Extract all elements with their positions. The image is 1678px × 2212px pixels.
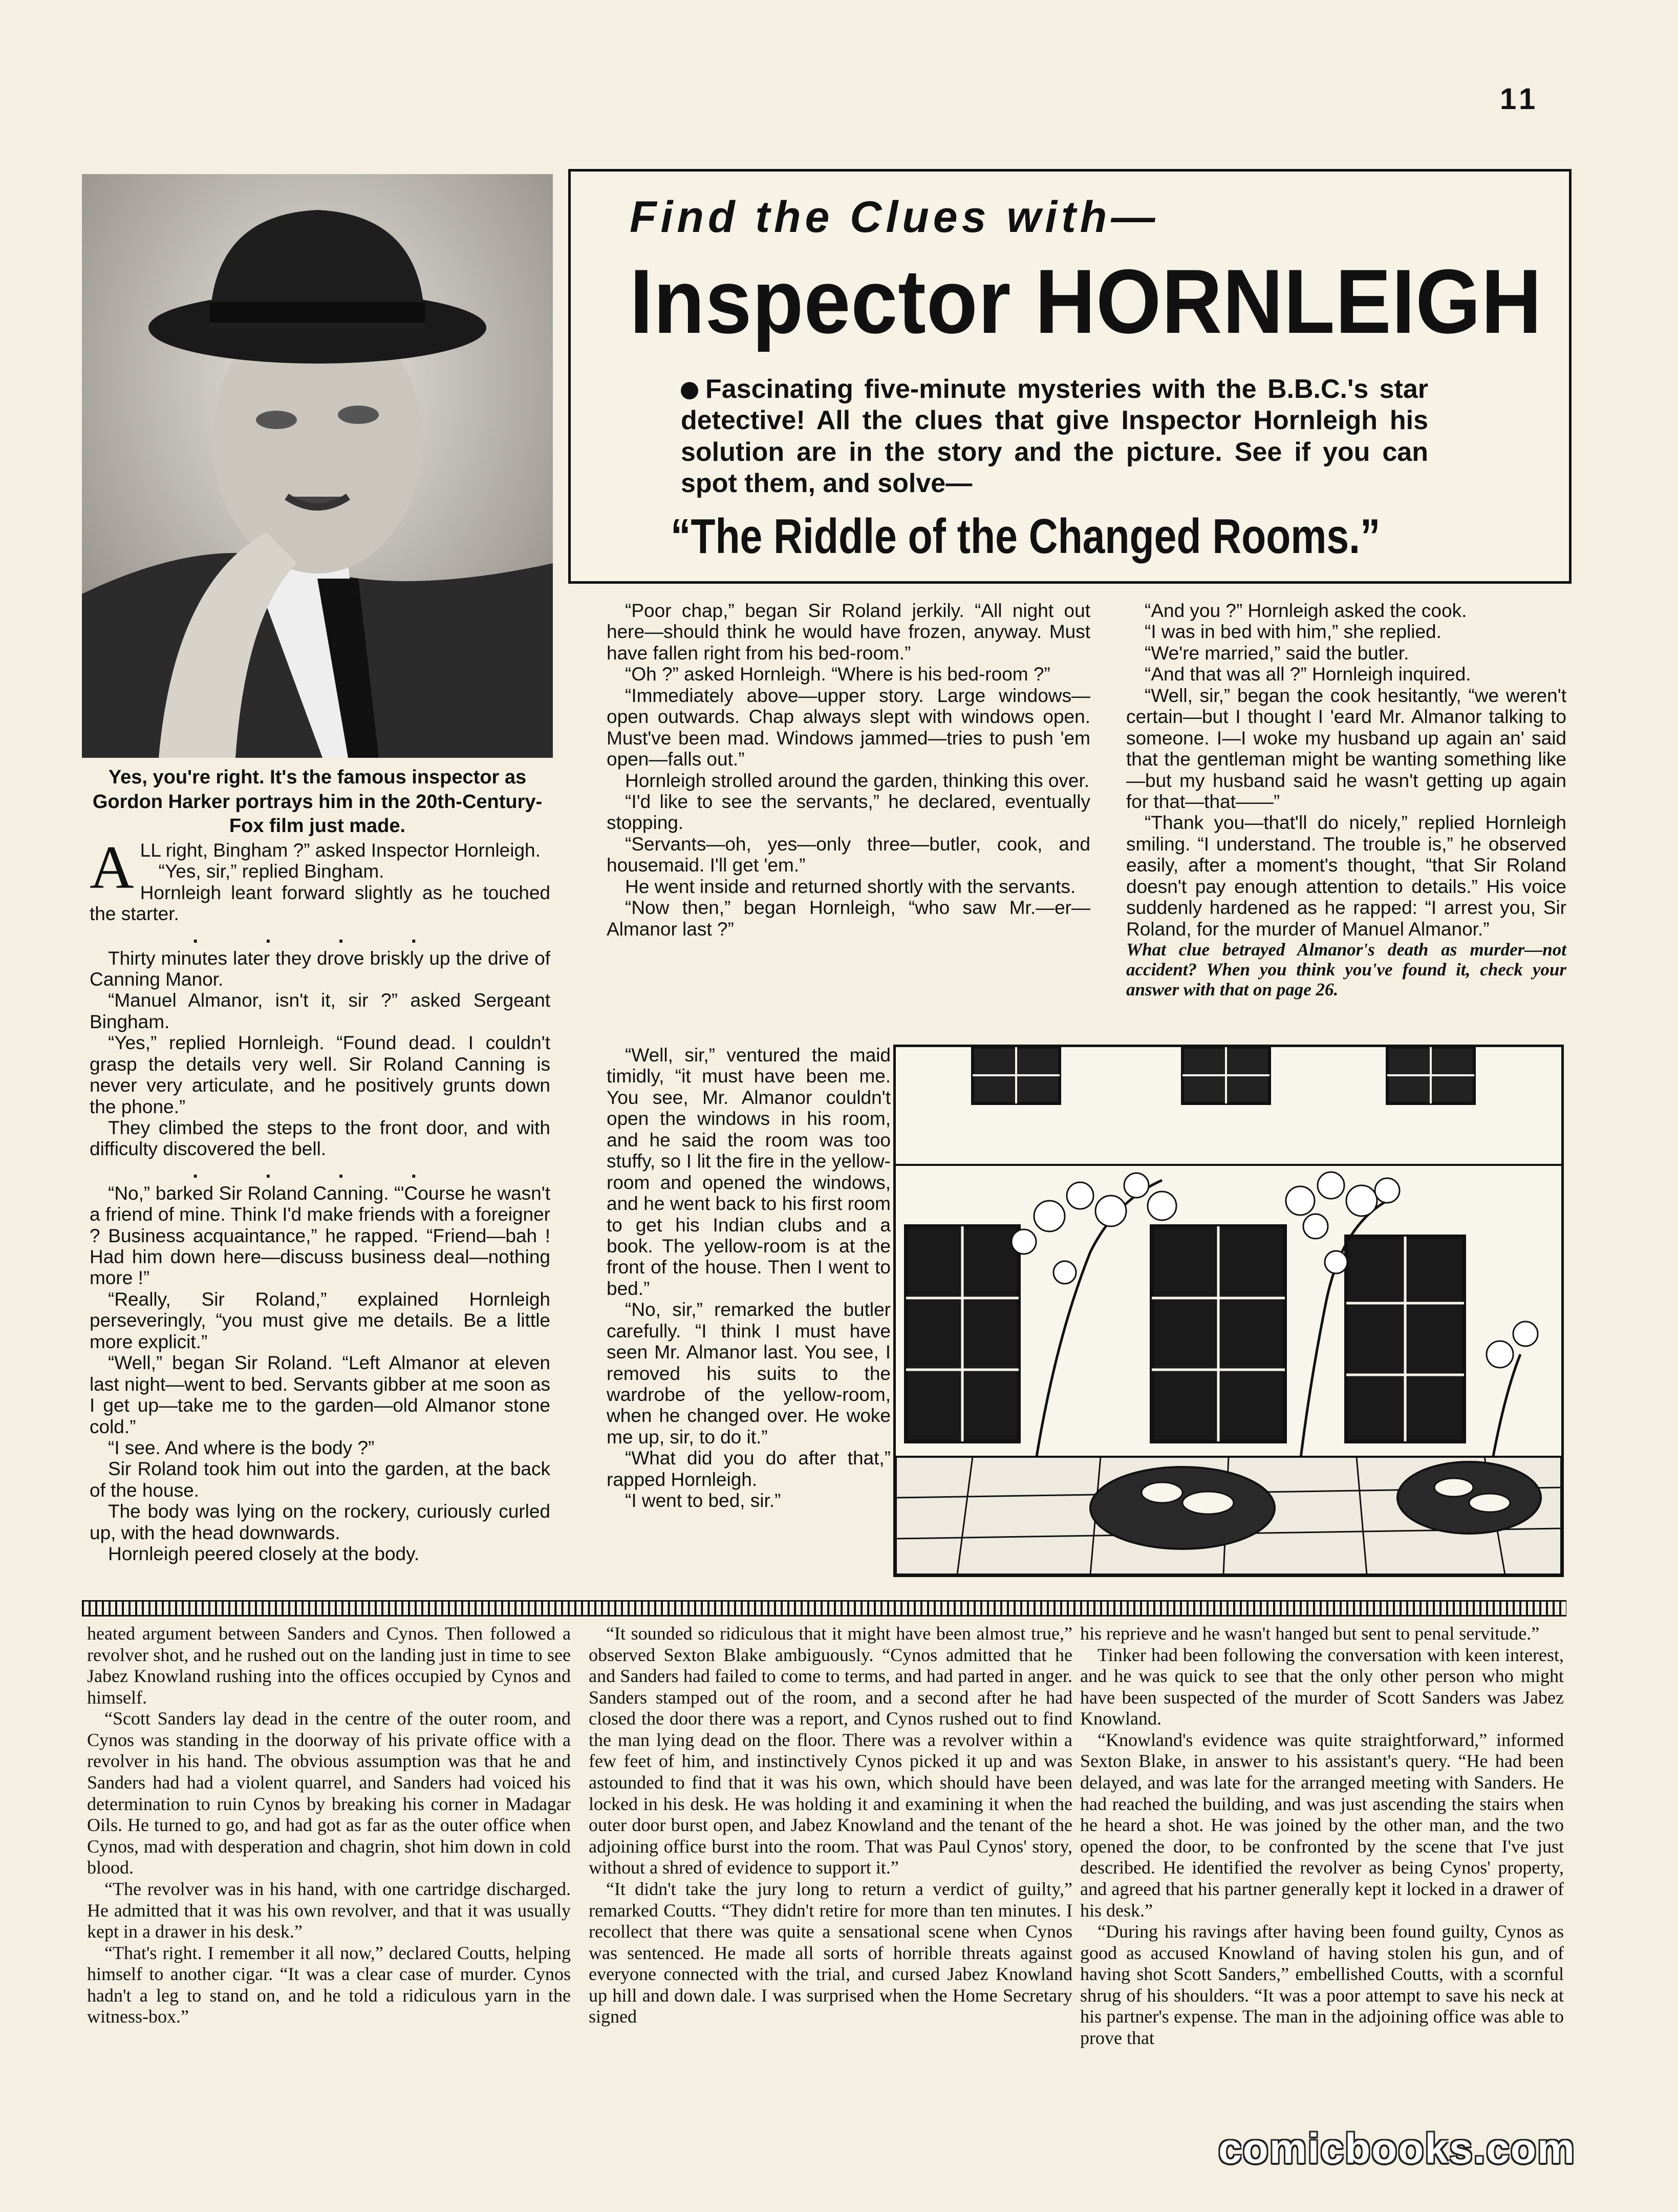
- drop-cap: A: [90, 833, 134, 901]
- story-title: “The Riddle of the Changed Rooms.”: [671, 509, 1381, 564]
- continuation-column-3: [1080, 1623, 1564, 2049]
- main-title: Inspector HORNLEIGH: [630, 250, 1542, 352]
- paragraph: “I went to bed, sir.”: [625, 1490, 781, 1512]
- site-watermark: comicbooks.com: [1218, 2125, 1576, 2172]
- page-number: 11: [1500, 82, 1540, 116]
- paragraph: “Now then,” began Hornleigh, “who saw Mr.—er—Almanor last ?”: [607, 897, 1090, 940]
- inspector-photo: [82, 174, 553, 758]
- paragraph: “Well,” began Sir Roland. “Left Almanor at eleven last night—went to bed. Servants gibber at me soon as I get up—take me to the garden—old Almanor stone cold.”: [90, 1352, 550, 1437]
- continuation-column-2: [589, 1623, 1072, 2028]
- paragraph: Thirty minutes later they drove briskly up the drive of Canning Manor.: [90, 947, 550, 990]
- kicker-title: Find the Clues with—: [630, 193, 1159, 242]
- paragraph: “Yes,” replied Hornleigh. “Found dead. I couldn't grasp the details very well. Sir Roland Canning is never very articulate, and he positively grunts down the phone.”: [90, 1032, 550, 1117]
- paragraph: “Manuel Almanor, isn't it, sir ?” asked Sergeant Bingham.: [90, 990, 550, 1032]
- house-illustration: [893, 1045, 1564, 1577]
- paragraph: “Well, sir,” ventured the maid timidly, “it must have been me. You see, Mr. Almanor couldn't open the windows in his room, and he said the room was too stuffy, so I lit the fire in the yellow-room and opened the windows, and he went back to his first room to get his Indian clubs and a book. The yellow-room is at the front of the house. Then I went to bed.”: [607, 1045, 891, 1299]
- paragraph: “Really, Sir Roland,” explained Hornleigh perseveringly, “you must give me details. Be a little more explicit.”: [90, 1288, 550, 1352]
- story-column-2-lower: [607, 1045, 891, 1512]
- paragraph: “I see. And where is the body ?”: [108, 1437, 375, 1458]
- clue-question: What clue betrayed Almanor's death as murder—not accident? When you think you've found it, check your answer with that on page 26.: [1126, 940, 1566, 1000]
- bullet-icon: [681, 382, 698, 399]
- intro-text: Fascinating five-minute mysteries with the B.B.C.'s star detective! All the clues that give Inspector Hornleigh his solution are in the story and the picture. See if you can spot them, and solve—: [681, 374, 1428, 499]
- paragraph: “Immediately above—upper story. Large windows—open outwards. Chap always slept with windows open. Must've been mad. Windows jammed—tries to push 'em open—falls out.”: [607, 685, 1090, 770]
- section-break: . . . .: [192, 924, 447, 947]
- paragraph: “We're married,” said the butler.: [1145, 642, 1409, 664]
- paragraph: “What did you do after that,” rapped Hornleigh.: [607, 1448, 891, 1490]
- paragraph: “Oh ?” asked Hornleigh. “Where is his bed-room ?”: [625, 664, 1050, 685]
- paragraph: “And that was all ?” Hornleigh inquired.: [1145, 664, 1471, 685]
- paragraph: “And you ?” Hornleigh asked the cook.: [1145, 600, 1467, 621]
- paragraph: his reprieve and he wasn't hanged but sent to penal servitude.”: [1080, 1623, 1540, 1644]
- paragraph: “Well, sir,” began the cook hesitantly, “we weren't certain—but I thought I 'eard Mr. Almanor talking to someone. I—I woke my husband up again an' said that the gentleman might be wanting something like—but my husband said he wasn't getting up again for that—that——”: [1126, 685, 1566, 812]
- paragraph: “The revolver was in his hand, with one cartridge discharged. He admitted that it was his own revolver, and that it was usually kept in a drawer in his desk.”: [87, 1878, 571, 1942]
- section-divider: [82, 1600, 1566, 1617]
- photo-caption: Yes, you're right. It's the famous inspector as Gordon Harker portrays him in the 20th-Century-Fox film just made.: [92, 767, 543, 837]
- paragraph: “Yes, sir,” replied Bingham.: [158, 861, 384, 882]
- story-column-2: [607, 600, 1090, 940]
- story-column-1: [90, 833, 550, 1565]
- section-break: . . . .: [192, 1159, 447, 1182]
- paragraph: “Poor chap,” began Sir Roland jerkily. “All night out here—should think he would have frozen, anyway. Must have fallen right from his bed-room.”: [607, 600, 1090, 664]
- paragraph: Hornleigh strolled around the garden, thinking this over.: [625, 770, 1090, 791]
- house-drawing: [896, 1047, 1561, 1575]
- story-column-3: [1126, 600, 1566, 1000]
- paragraph: ALL right, Bingham ?” asked Inspector Hornleigh.: [90, 833, 541, 901]
- paragraph: The body was lying on the rockery, curiously curled up, with the head downwards.: [90, 1501, 550, 1543]
- inspector-portrait-image: [82, 174, 553, 758]
- paragraph: “Knowland's evidence was quite straightforward,” informed Sexton Blake, in answer to his assistant's query. “He had been delayed, and was late for the arranged meeting with Sanders. He had reached the building, and was just ascending the stairs when he heard a shot. He was joined by the other man, and the two opened the door, to be confronted by the scene that I've just described. He identified the revolver as being Cynos' property, and agreed that his partner generally kept it locked in a drawer of his desk.”: [1080, 1729, 1564, 1921]
- paragraph: They climbed the steps to the front door, and with difficulty discovered the bell.: [90, 1117, 550, 1160]
- paragraph: Tinker had been following the conversation with keen interest, and he was quick to see that the only other person who might have been suspected of the murder of Scott Sanders was Jabez Knowland.: [1080, 1644, 1564, 1729]
- paragraph: He went inside and returned shortly with the servants.: [625, 876, 1076, 897]
- paragraph: “I'd like to see the servants,” he declared, eventually stopping.: [607, 791, 1090, 834]
- paragraph: “Servants—oh, yes—only three—butler, cook, and housemaid. I'll get 'em.”: [607, 833, 1090, 876]
- paragraph: “Scott Sanders lay dead in the centre of the outer room, and Cynos was standing in the doorway of his private office with a revolver in his hand. The obvious assumption was that he and Sanders had had a violent quarrel, and Sanders had voiced his determination to ruin Cynos by breaking his corner in Madagar Oils. He turned to go, and had got as far as the outer office when Cynos, mad with desperation and chagrin, shot him down in cold blood.: [87, 1708, 571, 1878]
- paragraph: heated argument between Sanders and Cynos. Then followed a revolver shot, and he rushed out on the landing just in time to see Jabez Knowland rushing into the offices occupied by Cynos and himself.: [87, 1623, 571, 1708]
- paragraph: “During his ravings after having been found guilty, Cynos as good as accused Knowland of having stolen his gun, and of having shot Scott Sanders,” embellished Coutts, with a scornful shrug of his shoulders. “It was a poor attempt to save his neck at his partner's expense. The man in the adjoining office was able to prove that: [1080, 1921, 1564, 2048]
- paragraph: Sir Roland took him out into the garden, at the back of the house.: [90, 1458, 550, 1501]
- paragraph: “I was in bed with him,” she replied.: [1145, 621, 1442, 643]
- paragraph: “No, sir,” remarked the butler carefully. “I think I must have seen Mr. Almanor last. You see, I removed his suits to the wardrobe of the yellow-room, when he changed over. He woke me up, sir, to do it.”: [607, 1299, 891, 1448]
- continuation-column-1: [87, 1623, 571, 2028]
- paragraph: Hornleigh peered closely at the body.: [108, 1543, 420, 1565]
- paragraph: “No,” barked Sir Roland Canning. “'Course he wasn't a friend of mine. Think I'd make friends with a foreigner ? Business acquaintance,” he rapped. “Friend—bah ! Had him down here—discuss business deal—nothing more !”: [90, 1182, 550, 1289]
- paragraph: “That's right. I remember it all now,” declared Coutts, helping himself to another cigar. “It was a clear case of murder. Cynos hadn't a leg to stand on, and he told a ridiculous yarn in the witness-box.”: [87, 1942, 571, 2027]
- intro-blurb: [681, 374, 1428, 499]
- paragraph: “It sounded so ridiculous that it might have been almost true,” observed Sexton Blake ambiguously. “Cynos admitted that he and Sanders had failed to come to terms, and had parted in anger. Sanders stamped out of the room, and a second after he had closed the door there was a report, and Cynos rushed out to find the man lying dead on the floor. There was a revolver within a few feet of him, and instinctively Cynos picked it up and was astounded to find that it was his own, which should have been locked in his desk. He was holding it and examining it when the outer door burst open, and Jabez Knowland and the tenant of the adjoining office burst into the room. That was Paul Cynos' story, without a shred of evidence to support it.”: [589, 1623, 1072, 1878]
- paragraph: “Thank you—that'll do nicely,” replied Hornleigh smiling. “I understand. The trouble is,” he observed easily, after a moment's thought, “that Sir Roland doesn't pay enough attention to details.” His voice suddenly hardened as he rapped: “I arrest you, Sir Roland, for the murder of Manuel Almanor.”: [1126, 812, 1566, 940]
- paragraph: Hornleigh leant forward slightly as he touched the starter.: [90, 882, 550, 925]
- paragraph: “It didn't take the jury long to return a verdict of guilty,” remarked Coutts. “They didn't retire for more than ten minutes. I recollect that there was quite a sensational scene when Cynos was sentenced. He made all sorts of horrible threats against everyone connected with the trial, and cursed Jabez Knowland up hill and down dale. I was surprised when the Home Secretary signed: [589, 1878, 1072, 2027]
